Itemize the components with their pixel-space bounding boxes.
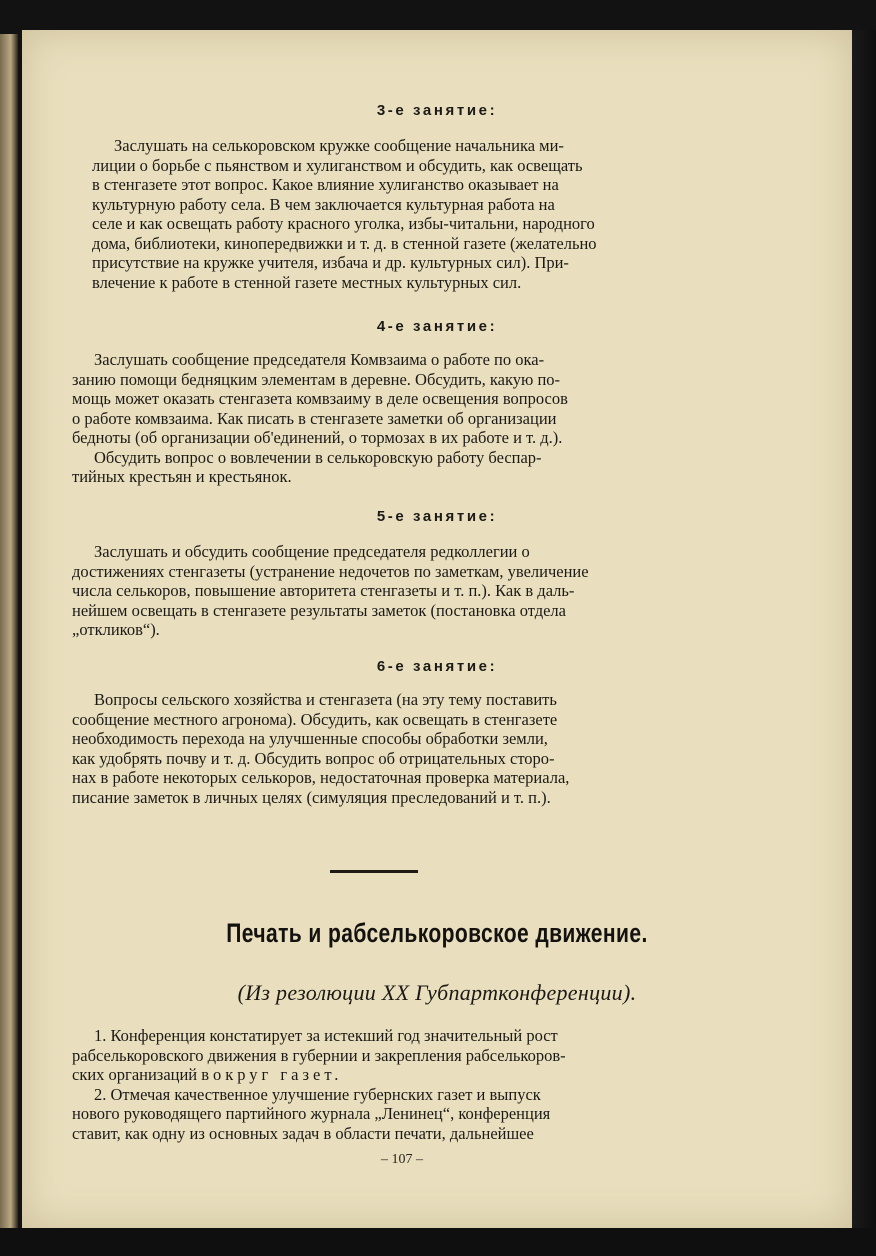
- text-fragment: ских организаций: [72, 1065, 198, 1084]
- text-line: необходимость перехода на улучшенные способы обработки земли,: [72, 729, 548, 748]
- text-line: занию помощи бедняцким элементам в деревне. Обсудить, какую по-: [72, 369, 561, 389]
- text-line: сообщение местного агронома). Обсудить, как освещать в стенгазете: [72, 709, 558, 729]
- text-line: лиции о борьбе с пьянством и хулиганством и обсудить, как освещать: [92, 155, 583, 175]
- article-subtitle: (Из резолюции XX Губпартконференции).: [237, 980, 637, 1005]
- book-page: [22, 30, 852, 1228]
- text-line: ставит, как одну из основных задач в области печати, дальнейшее: [72, 1123, 534, 1143]
- text-line: Заслушать сообщение председателя Комвзаима о работе по ока-: [94, 350, 545, 369]
- text-line: тийных крестьян и крестьянок.: [72, 467, 292, 486]
- text-line: нейшем освещать в стенгазете результаты заметок (постановка отдела: [72, 600, 566, 620]
- section-4-body: [72, 350, 712, 487]
- page-number: – 107 –: [381, 1152, 423, 1167]
- text-line: достижениях стенгазеты (устранение недочетов по заметкам, увеличение: [72, 561, 589, 581]
- text-line: 2. Отмечая качественное улучшение губернских газет и выпуск: [94, 1084, 541, 1104]
- text-line: присутствие на кружке учителя, избача и др. культурных сил). При-: [92, 253, 569, 272]
- text-line: мощь может оказать стенгазета комвзаиму в деле освещения вопросов: [72, 389, 568, 408]
- text-line: как удобрять почву и т. д. Обсудить вопрос об отрицательных сторо-: [72, 748, 555, 768]
- article-title: Печать и рабселькоровское движение.: [226, 918, 648, 948]
- text-line: Заслушать и обсудить сообщение председателя редколлегии о: [94, 542, 530, 561]
- left-page-edge: [0, 34, 18, 1230]
- section-6-body: [72, 690, 712, 807]
- section-3-body: [92, 136, 714, 292]
- spaced-text: вокруг газет.: [201, 1065, 343, 1084]
- text-line: 1. Конференция констатирует за истекший год значительный рост: [94, 1026, 558, 1045]
- section-3-heading: 3-е занятие:: [376, 102, 498, 119]
- text-line: нового руководящего партийного журнала „Ленинец“, конференция: [72, 1104, 551, 1123]
- text-line: числа селькоров, повышение авторитета стенгазеты и т. п.). Как в даль-: [72, 581, 575, 600]
- section-5-body: [72, 542, 712, 640]
- text-line: Вопросы сельского хозяйства и стенгазета (на эту тему поставить: [94, 690, 557, 709]
- section-6-heading: 6-е занятие:: [376, 658, 498, 675]
- text-line: „откликов“).: [72, 620, 160, 639]
- text-line: писание заметок в личных целях (симуляция преследований и т. п.).: [72, 787, 551, 807]
- text-line: влечение к работе в стенной газете местных культурных сил.: [92, 272, 522, 292]
- section-5-heading: 5-е занятие:: [376, 508, 498, 525]
- text-line: дома, библиотеки, кинопередвижки и т. д. в стенной газете (желательно: [92, 233, 597, 253]
- article-body: [72, 1026, 712, 1143]
- text-line: культурную работу села. В чем заключается культурная работа на: [92, 194, 555, 214]
- text-line: в стенгазете этот вопрос. Какое влияние хулиганство оказывает на: [92, 175, 559, 194]
- text-line: о работе комвзаима. Как писать в стенгазете заметки об организации: [72, 408, 557, 428]
- right-edge: [852, 30, 876, 1228]
- text-line: селе и как освещать работу красного уголка, избы-читальни, народного: [92, 214, 595, 233]
- text-line: нах в работе некоторых селькоров, недостаточная проверка материала,: [72, 768, 570, 787]
- text-line: бедноты (об организации об'единений, о тормозах в их работе и т. д.).: [72, 428, 563, 447]
- text-line: рабселькоровского движения в губернии и закрепления рабселькоров-: [72, 1045, 566, 1065]
- text-line: Обсудить вопрос о вовлечении в селькоровскую работу беспар-: [94, 447, 542, 467]
- bottom-edge: [0, 1228, 876, 1256]
- section-4-heading: 4-е занятие:: [376, 318, 498, 335]
- section-divider: [330, 870, 418, 873]
- text-line: [72, 1065, 712, 1085]
- text-line: Заслушать на селькоровском кружке сообщение начальника ми-: [114, 136, 564, 155]
